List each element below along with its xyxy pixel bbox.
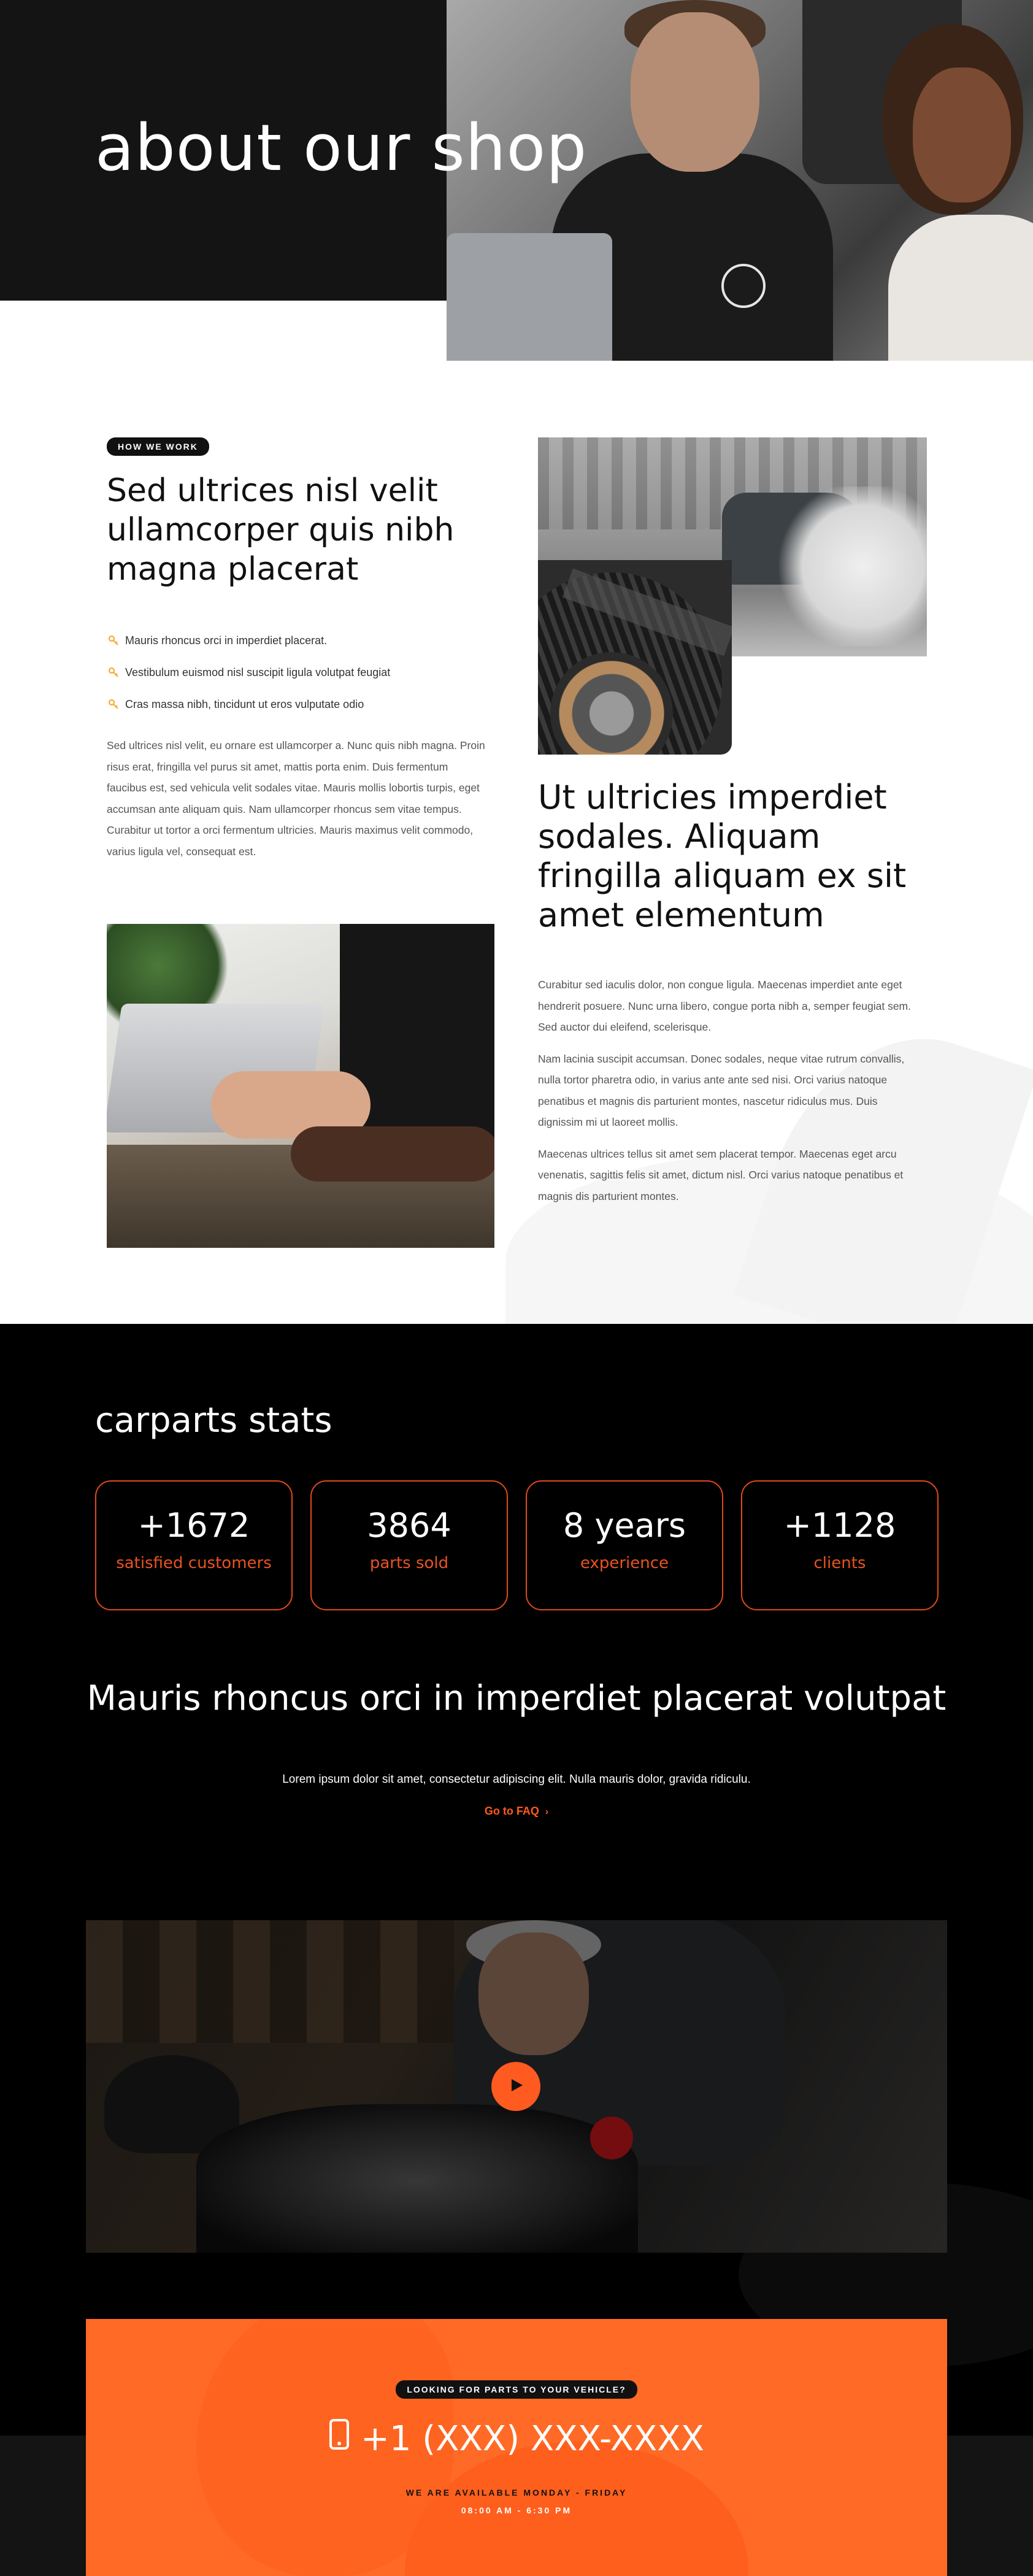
key-icon bbox=[107, 698, 120, 711]
phone-line[interactable] bbox=[86, 2418, 947, 2459]
feature-list bbox=[107, 625, 487, 720]
faq-link-wrapper bbox=[0, 1805, 1033, 1818]
stat-value: +1128 bbox=[783, 1506, 896, 1545]
stat-cards bbox=[95, 1480, 939, 1610]
cta-badge: LOOKING FOR PARTS TO YOUR VEHICLE? bbox=[396, 2380, 637, 2399]
stat-label: clients bbox=[813, 1554, 866, 1572]
play-icon bbox=[508, 2078, 524, 2095]
key-icon bbox=[107, 666, 120, 679]
section-badge: HOW WE WORK bbox=[107, 437, 209, 456]
video-player[interactable] bbox=[86, 1920, 947, 2253]
page-title: about our shop bbox=[95, 110, 588, 185]
stat-card bbox=[95, 1480, 293, 1610]
stats-subtext: Lorem ipsum dolor sit amet, consectetur adipiscing elit. Nulla mauris dolor, gravida ridiculu. bbox=[282, 1773, 751, 1786]
list-item-text: Vestibulum euismod nisl suscipit ligula volutpat feugiat bbox=[125, 666, 391, 679]
stat-card bbox=[310, 1480, 508, 1610]
contact-cta bbox=[86, 2319, 947, 2576]
laptop-work-photo bbox=[107, 924, 494, 1248]
hours-text: 08:00 AM - 6:30 PM bbox=[461, 2505, 572, 2515]
about-section bbox=[0, 361, 1033, 1324]
stat-card bbox=[741, 1480, 939, 1610]
key-icon bbox=[107, 634, 120, 647]
list-item-text: Cras massa nibh, tincidunt ut eros vulputate odio bbox=[125, 698, 364, 710]
list-item bbox=[107, 688, 487, 720]
list-item bbox=[107, 625, 487, 656]
faq-link-label: Go to FAQ bbox=[484, 1805, 539, 1817]
about-paragraph: Nam lacinia suscipit accumsan. Donec sodales, neque vitae rutrum convallis, nulla tortor pharetra odio, in varius ante ante sed nisi. Orci varius natoque penatibus et magnis dis parturient montes, nascetur ridiculus mus. Duis dignissim mi ut laoreet mollis. bbox=[538, 1052, 905, 1128]
stat-label: parts sold bbox=[369, 1554, 449, 1572]
cta-badge-wrapper bbox=[86, 2380, 947, 2399]
about-paragraph: Maecenas ultrices tellus sit amet sem placerat tempor. Maecenas eget arcu venenatis, sagittis felis sit amet, dictum nisl. Orci varius natoque penatibus et magnis dis parturient montes. bbox=[538, 1147, 904, 1202]
stat-value: 3864 bbox=[367, 1506, 451, 1545]
about-heading-secondary: Ut ultricies imperdiet sodales. Aliquam fringilla aliquam ex sit amet elementum bbox=[538, 778, 907, 934]
stat-value: 8 years bbox=[563, 1506, 686, 1545]
stat-label: experience bbox=[580, 1554, 669, 1572]
chevron-right-icon: › bbox=[545, 1807, 549, 1817]
play-button[interactable] bbox=[491, 2062, 540, 2111]
stats-title: carparts stats bbox=[95, 1401, 332, 1440]
about-paragraph: Sed ultrices nisl velit, eu ornare est ullamcorper a. Nunc quis nibh magna. Proin risus erat, fringilla vel purus sit amet, mattis porta enim. Duis fermentum faucibus est, sed vehicula velit sodales vitae. Mauris mollis lobortis turpis, eget accumsan ante aliquam quis. Nam ullamcorper rhoncus sem vitae tempus. Curabitur ut tortor a orci fermentum ultricies. Mauris maximus velit commodo, varius ligula vel, consequat est. bbox=[107, 739, 485, 858]
about-heading: Sed ultrices nisl velit ullamcorper quis nibh magna placerat bbox=[107, 472, 455, 588]
list-item bbox=[107, 656, 487, 688]
hero-section bbox=[0, 0, 1033, 361]
about-text-block bbox=[538, 974, 918, 1217]
tire-photo bbox=[538, 560, 732, 755]
list-item-text: Mauris rhoncus orci in imperdiet placerat. bbox=[125, 634, 328, 647]
stats-section bbox=[0, 1324, 1033, 2436]
availability-text: WE ARE AVAILABLE MONDAY - FRIDAY bbox=[405, 2488, 628, 2497]
stat-label: satisfied customers bbox=[116, 1554, 272, 1572]
stat-card bbox=[526, 1480, 723, 1610]
phone-number[interactable]: +1 (XXX) XXX-XXXX bbox=[360, 2418, 705, 2459]
stats-heading: Mauris rhoncus orci in imperdiet placerat volutpat bbox=[86, 1678, 947, 1718]
phone-icon bbox=[329, 2418, 350, 2459]
faq-link[interactable] bbox=[485, 1805, 548, 1817]
stat-value: +1672 bbox=[137, 1506, 250, 1545]
about-paragraph: Curabitur sed iaculis dolor, non congue ligula. Maecenas imperdiet ante eget hendrerit posuere. Nunc urna libero, congue porta nibh a, semper feugiat sem. Sed auctor dui eleifend, scelerisque. bbox=[538, 978, 911, 1033]
